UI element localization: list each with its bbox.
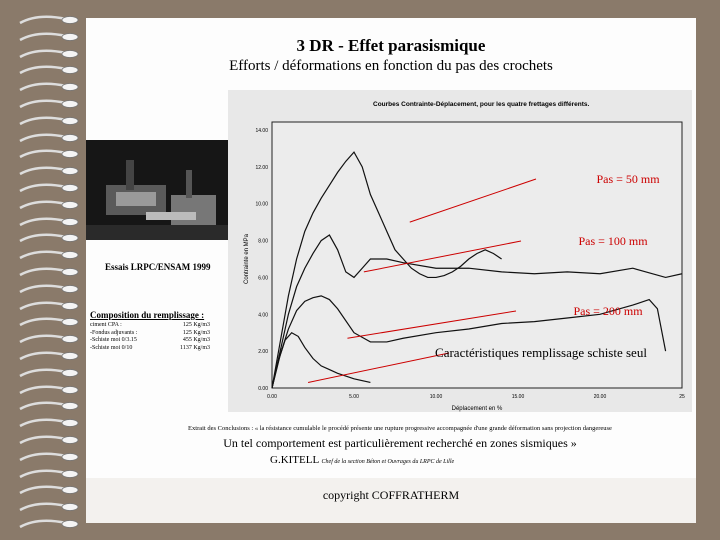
- composition-title: Composition du remplissage :: [90, 310, 205, 320]
- binding-ring: [18, 12, 80, 22]
- y-tick-label: 14.00: [255, 128, 268, 134]
- binding-ring: [18, 499, 80, 509]
- binding-ring: [18, 146, 80, 156]
- binding-ring: [18, 62, 80, 72]
- binding-ring: [18, 46, 80, 56]
- chart-title: Courbes Contrainte-Déplacement, pour les quatre frettages différents.: [373, 101, 590, 108]
- x-tick-label: 5.00: [349, 394, 359, 400]
- y-tick-label: 2.00: [258, 349, 268, 356]
- y-tick-label: 6.00: [258, 275, 268, 282]
- annotation-label: Pas = 200 mm: [573, 304, 643, 318]
- composition-row: [90, 330, 210, 338]
- composition-table: [90, 322, 210, 352]
- binding-ring: [18, 398, 80, 408]
- binding-ring: [18, 365, 80, 375]
- composition-item: -Schiste moi 0/3.15: [90, 337, 137, 343]
- binding-ring: [18, 214, 80, 224]
- y-tick-label: 0.00: [258, 386, 268, 392]
- y-axis-label: Contrainte en MPa: [244, 233, 250, 285]
- test-rig-photo: [86, 140, 236, 240]
- author-name: G.KITELL: [270, 454, 319, 466]
- y-tick-label: 8.00: [258, 238, 268, 245]
- binding-ring: [18, 247, 80, 257]
- binding-ring: [18, 382, 80, 392]
- essais-label: Essais LRPC/ENSAM 1999: [105, 262, 211, 272]
- author-signature: [270, 454, 454, 466]
- slide-subtitle: Efforts / déformations en fonction du pas des crochets: [229, 58, 553, 74]
- binding-ring: [18, 264, 80, 274]
- x-axis-label: Déplacement en %: [451, 406, 503, 412]
- annotation-label: Pas = 100 mm: [578, 234, 648, 248]
- x-tick-label: 20.00: [593, 394, 607, 400]
- composition-item: -Schiste moi 0/10: [90, 344, 133, 351]
- binding-ring: [18, 96, 80, 106]
- binding-ring: [18, 180, 80, 190]
- stress-displacement-chart: [228, 90, 692, 412]
- binding-ring: [18, 482, 80, 492]
- composition-item: ciment CPA :: [90, 322, 122, 328]
- binding-ring: [18, 314, 80, 324]
- binding-ring: [18, 130, 80, 140]
- chart-svg: [228, 90, 692, 412]
- binding-ring: [18, 281, 80, 291]
- y-tick-label: 4.00: [258, 312, 268, 319]
- x-tick-label: 25: [679, 394, 685, 400]
- annotation-label: Pas = 50 mm: [596, 172, 660, 186]
- composition-row: [90, 337, 210, 345]
- x-tick-label: 15.00: [511, 394, 525, 400]
- binding-ring: [18, 113, 80, 123]
- conclusion-excerpt: Extrait des Conclusions : « la résistance cumulable le procédé présente une rupture progressive accompagnée d'une grande déformation sans projection dangereuse: [188, 425, 612, 432]
- composition-item: -Fondus adjuvants :: [90, 329, 138, 336]
- binding-ring: [18, 415, 80, 425]
- binding-ring: [18, 163, 80, 173]
- copyright-text: copyright COFFRATHERM: [322, 488, 460, 502]
- slide-title: 3 DR - Effet parasismique: [296, 36, 486, 55]
- composition-amount: 1137 Kg/m3: [180, 344, 210, 351]
- binding-ring: [18, 449, 80, 459]
- x-tick-label: 10.00: [429, 394, 443, 400]
- composition-amount: 455 Kg/m3: [182, 337, 210, 343]
- composition-amount: 125 Kg/m3: [182, 322, 210, 328]
- binding-ring: [18, 29, 80, 39]
- binding-ring: [18, 516, 80, 526]
- annotation-label: Caractéristiques remplissage schiste seul: [435, 345, 647, 360]
- y-tick-label: 12.00: [255, 164, 268, 171]
- author-role: Chef de la section Béton et Ouvrages du LRPC de Lille: [321, 459, 455, 465]
- binding-ring: [18, 298, 80, 308]
- binding-ring: [18, 79, 80, 89]
- y-tick-label: 10.00: [255, 201, 268, 208]
- composition-row: [90, 345, 210, 353]
- binding-ring: [18, 230, 80, 240]
- binding-ring: [18, 197, 80, 207]
- conclusion-quote: Un tel comportement est particulièrement recherché en zones sismiques »: [223, 436, 577, 450]
- binding-ring: [18, 432, 80, 442]
- composition-amount: 125 Kg/m3: [182, 329, 210, 336]
- binding-ring: [18, 348, 80, 358]
- composition-row: [90, 322, 210, 330]
- binding-ring: [18, 466, 80, 476]
- binding-ring: [18, 331, 80, 341]
- x-tick-label: 0.00: [267, 394, 277, 400]
